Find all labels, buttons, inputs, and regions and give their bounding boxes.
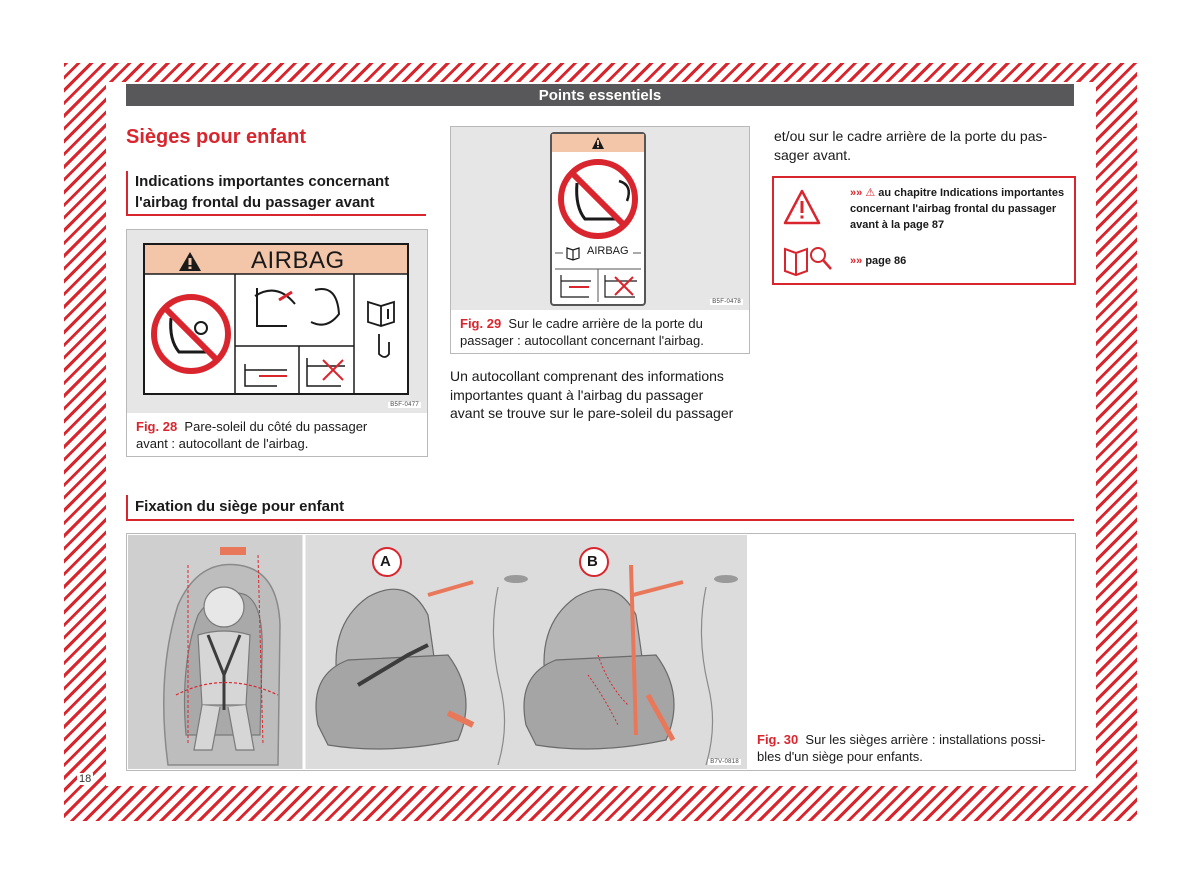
subsection-heading-line2: l'airbag frontal du passager avant [135, 194, 375, 211]
no-child-seat-icon [154, 297, 228, 371]
figure-30 [126, 533, 1076, 771]
warning-text [850, 185, 1070, 233]
body-line: avant se trouve sur le pare-soleil du passager [450, 405, 734, 421]
warning-box [772, 176, 1076, 285]
warning-line3: avant à la page 87 [850, 219, 945, 231]
heading-accent [126, 171, 128, 214]
heading-accent [126, 495, 128, 519]
warning-line2: concernant l'airbag frontal du passager [850, 203, 1057, 215]
body-line: sager avant. [774, 146, 852, 163]
section-header-bar: Points essentiels [126, 84, 1074, 106]
caption-line1: Sur les sièges arrière : installations possi- [805, 732, 1046, 747]
figure-28-image [127, 230, 427, 413]
warning-line1: au chapitre Indications importantes [878, 187, 1065, 199]
figure-number: Fig. 29 [460, 316, 502, 331]
subsection-heading [135, 171, 389, 213]
figure-30-caption [757, 731, 1067, 765]
figure-29-image [451, 127, 749, 310]
figure-number: Fig. 30 [757, 732, 799, 747]
caption-line2: bles d'un siège pour enfants. [757, 749, 923, 764]
airbag-label: AIRBAG [251, 247, 345, 274]
body-line: Un autocollant comprenant des informations [450, 368, 724, 384]
no-child-seat-icon [561, 162, 635, 236]
page-title: Sièges pour enfant [126, 126, 307, 148]
figure-code: B7V-0818 [710, 759, 739, 765]
manual-book-icon [782, 243, 834, 277]
caption-line1: Sur le cadre arrière de la porte du [508, 316, 703, 331]
figure-number: Fig. 28 [136, 419, 178, 434]
warning-triangle-icon [782, 188, 822, 228]
chevron-prefix: »» [850, 255, 863, 267]
caption-line2: avant : autocollant de l'airbag. [136, 436, 309, 451]
figure-code: B5F-0477 [390, 402, 419, 408]
figure-28-caption [136, 418, 421, 452]
chevron-prefix: »» [850, 187, 863, 199]
subsection-heading-line1: Indications importantes concernant [135, 173, 390, 190]
heading-underline [126, 214, 426, 216]
figure-29-caption [460, 315, 745, 349]
variant-a-label: A [380, 553, 391, 570]
figure-28 [126, 229, 428, 457]
warning-page-ref [850, 253, 906, 269]
body-text-right [774, 127, 1074, 164]
warning-small-icon: ⚠ [865, 187, 876, 199]
body-line: importantes quant à l'airbag du passager [450, 386, 704, 403]
figure-29 [450, 126, 750, 354]
heading-underline [126, 519, 1074, 521]
subsection-heading: Fixation du siège pour enfant [135, 498, 345, 515]
body-line: et/ou sur le cadre arrière de la porte du pas- [774, 128, 1048, 144]
airbag-label: AIRBAG [587, 245, 629, 257]
figure-code: B5F-0478 [712, 299, 741, 305]
page-number: 18 [79, 773, 92, 785]
variant-b-label: B [587, 553, 598, 570]
figure-30-image [128, 535, 747, 769]
caption-line1: Pare-soleil du côté du passager [184, 419, 368, 434]
page-ref: page 86 [865, 255, 907, 267]
body-text-middle [450, 367, 750, 423]
caption-line2: passager : autocollant concernant l'airbag. [460, 333, 704, 348]
